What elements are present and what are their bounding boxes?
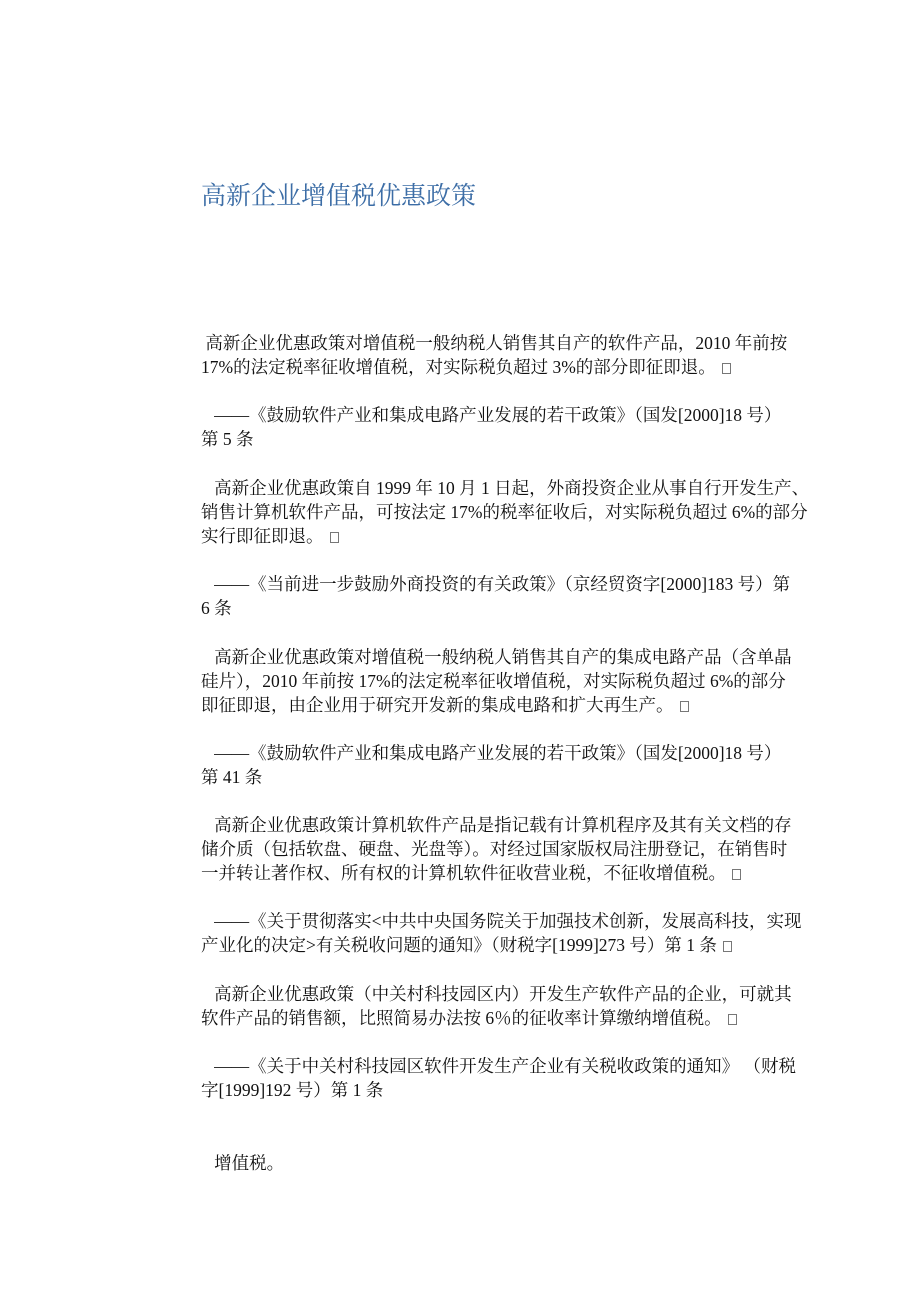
paragraph-line: 高新企业优惠政策计算机软件产品是指记载有计算机程序及其有关文档的存 bbox=[201, 815, 792, 835]
citation-3 bbox=[201, 741, 841, 789]
missing-glyph-icon bbox=[728, 1014, 737, 1025]
missing-glyph-icon bbox=[722, 363, 731, 374]
citation-1 bbox=[201, 403, 841, 451]
paragraph-line: 销售计算机软件产品，可按法定 17%的税率征收后，对实际税负超过 6%的部分 bbox=[201, 502, 808, 522]
paragraph-1 bbox=[201, 331, 841, 379]
paragraph-line: 软件产品的销售额，比照简易办法按 6％的征收率计算缴纳增值税。 bbox=[201, 1008, 722, 1028]
paragraph-3 bbox=[201, 645, 841, 717]
paragraph-line: ——《当前进一步鼓励外商投资的有关政策》（京经贸资字[2000]183 号）第 bbox=[201, 574, 791, 594]
citation-5 bbox=[201, 1054, 841, 1102]
missing-glyph-icon bbox=[723, 941, 732, 952]
citation-4 bbox=[201, 909, 841, 957]
paragraph-line: 产业化的决定>有关税收问题的通知》（财税字[1999]273 号）第 1 条 bbox=[201, 935, 717, 955]
paragraph-line: 字[1999]192 号）第 1 条 bbox=[201, 1080, 384, 1100]
missing-glyph-icon bbox=[680, 701, 689, 712]
paragraph-line: 增值税。 bbox=[201, 1153, 285, 1173]
paragraph-line: ——《关于中关村科技园区软件开发生产企业有关税收政策的通知》 （财税 bbox=[201, 1056, 796, 1076]
missing-glyph-icon bbox=[330, 532, 339, 543]
paragraph-5 bbox=[201, 982, 841, 1030]
missing-glyph-icon bbox=[732, 869, 741, 880]
paragraph-line: ——《关于贯彻落实<中共中央国务院关于加强技术创新，发展高科技，实现 bbox=[201, 911, 802, 931]
paragraph-4 bbox=[201, 813, 841, 885]
paragraph-line: 硅片），2010 年前按 17%的法定税率征收增值税，对实际税负超过 6%的部分 bbox=[201, 671, 786, 691]
paragraph-line: 高新企业优惠政策对增值税一般纳税人销售其自产的软件产品，2010 年前按 bbox=[201, 333, 788, 353]
paragraph-line: 储介质（包括软盘、硬盘、光盘等）。对经过国家版权局注册登记，在销售时 bbox=[201, 839, 788, 859]
paragraph-2 bbox=[201, 476, 841, 548]
paragraph-line: 一并转让著作权、所有权的计算机软件征收营业税，不征收增值税。 bbox=[201, 863, 726, 883]
citation-2 bbox=[201, 572, 841, 620]
paragraph-6 bbox=[201, 1151, 841, 1175]
document-title: 高新企业增值税优惠政策 bbox=[201, 181, 477, 210]
paragraph-line: 高新企业优惠政策对增值税一般纳税人销售其自产的集成电路产品（含单晶 bbox=[201, 647, 792, 667]
paragraph-line: 实行即征即退。 bbox=[201, 526, 324, 546]
paragraph-line: 第 41 条 bbox=[201, 767, 263, 787]
paragraph-line: 6 条 bbox=[201, 598, 232, 618]
paragraph-line: 第 5 条 bbox=[201, 429, 254, 449]
paragraph-line: 高新企业优惠政策自 1999 年 10 月 1 日起，外商投资企业从事自行开发生产、 bbox=[201, 478, 810, 498]
paragraph-line: ——《鼓励软件产业和集成电路产业发展的若干政策》（国发[2000]18 号） bbox=[201, 405, 782, 425]
paragraph-line: 即征即退，由企业用于研究开发新的集成电路和扩大再生产。 bbox=[201, 695, 674, 715]
paragraph-line: ——《鼓励软件产业和集成电路产业发展的若干政策》（国发[2000]18 号） bbox=[201, 743, 782, 763]
paragraph-line: 高新企业优惠政策（中关村科技园区内）开发生产软件产品的企业，可就其 bbox=[201, 984, 792, 1004]
paragraph-line: 17%的法定税率征收增值税，对实际税负超过 3%的部分即征即退。 bbox=[201, 357, 716, 377]
